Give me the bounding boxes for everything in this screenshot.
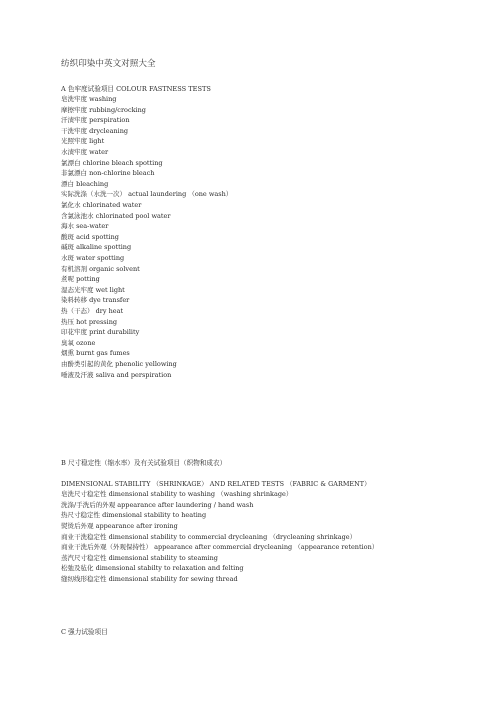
list-item: 洗涤/手洗后的外观 appearance after laundering / hand wash bbox=[61, 500, 254, 509]
section-a-heading: A 色牢度试验项目 COLOUR FASTNESS TESTS bbox=[61, 84, 211, 93]
section-strength-tests bbox=[61, 627, 108, 638]
list-item: 海水 sea-water bbox=[61, 222, 109, 231]
list-item: 商业干洗后外观（外观保持性） appearance after commercial drycleaning （appearance retention） bbox=[61, 543, 379, 552]
list-item: 烟熏 burnt gas fumes bbox=[61, 349, 130, 358]
list-item: 染料转移 dye transfer bbox=[61, 296, 130, 305]
list-item: 印花牢度 print durability bbox=[61, 328, 140, 337]
list-item: 缝纫线形稳定性 dimensional stability for sewing thread bbox=[61, 575, 238, 584]
section-dimensional-stability bbox=[61, 458, 378, 585]
list-item: 水渍牢度 water bbox=[61, 148, 109, 157]
list-item: 光照牢度 light bbox=[61, 137, 105, 146]
list-item: 皂洗尺寸稳定性 dimensional stability to washing （washing shrinkage） bbox=[61, 490, 293, 499]
list-item: 熨烫后外观 appearance after ironing bbox=[61, 522, 178, 531]
list-item: 摩擦牢度 rubbing/crocking bbox=[61, 105, 146, 114]
list-item: 皂洗牢度 washing bbox=[61, 95, 117, 104]
list-item: 酸斑 acid spotting bbox=[61, 232, 119, 241]
document-title: 纺织印染中英文对照大全 bbox=[61, 59, 156, 69]
list-item: 干洗牢度 drycleaning bbox=[61, 126, 129, 135]
spacer bbox=[61, 468, 378, 479]
list-item: 臭氧 ozone bbox=[61, 338, 96, 347]
list-item: 含氯泳池水 chlorinated pool water bbox=[61, 211, 171, 220]
list-item: 唾液及汗液 saliva and perspiration bbox=[61, 370, 172, 379]
section-c-heading: C 强力试验项目 bbox=[61, 627, 108, 636]
list-item: 热尺寸稳定性 dimensional stability to heating bbox=[61, 511, 207, 520]
list-item: 非氯漂白 non-chlorine bleach bbox=[61, 169, 155, 178]
list-item: 商业干洗稳定性 dimensional stability to commercial drycleaning （drycleaning shrinkage） bbox=[61, 532, 357, 541]
section-b-subheading: DIMENSIONAL STABILITY （SHRINKAGE） AND RELATED TESTS （FABRIC & GARMENT） bbox=[61, 479, 371, 488]
list-item: 热压 hot pressing bbox=[61, 317, 118, 326]
list-item: 热（干态） dry heat bbox=[61, 306, 124, 315]
list-item: 漂白 bleaching bbox=[61, 179, 109, 188]
list-item: 汗渍牢度 perspiration bbox=[61, 116, 130, 125]
list-item: 碱斑 alkaline spotting bbox=[61, 243, 132, 252]
list-item: 有机溶剂 organic solvent bbox=[61, 264, 140, 273]
list-item: 实际洗涤（水洗一次） actual laundering （one wash） bbox=[61, 190, 233, 199]
section-b-heading: B 尺寸稳定性（缩水率）及有关试验项目（织物和成衣） bbox=[61, 458, 227, 467]
list-item: 煮呢 potting bbox=[61, 275, 100, 284]
list-item: 蒸汽尺寸稳定性 dimensional stability to steaming bbox=[61, 553, 218, 562]
section-colour-fastness bbox=[61, 84, 232, 381]
list-item: 湿态光牢度 wet light bbox=[61, 285, 125, 294]
list-item: 氯化水 chlorinated water bbox=[61, 201, 142, 210]
list-item: 氯漂白 chlorine bleach spotting bbox=[61, 158, 163, 167]
list-item: 由酚类引起的黄化 phenolic yellowing bbox=[61, 359, 177, 368]
list-item: 水斑 water spotting bbox=[61, 254, 125, 262]
list-item: 松弛及毡化 dimensional stabilty to relaxation and felting bbox=[61, 564, 244, 573]
